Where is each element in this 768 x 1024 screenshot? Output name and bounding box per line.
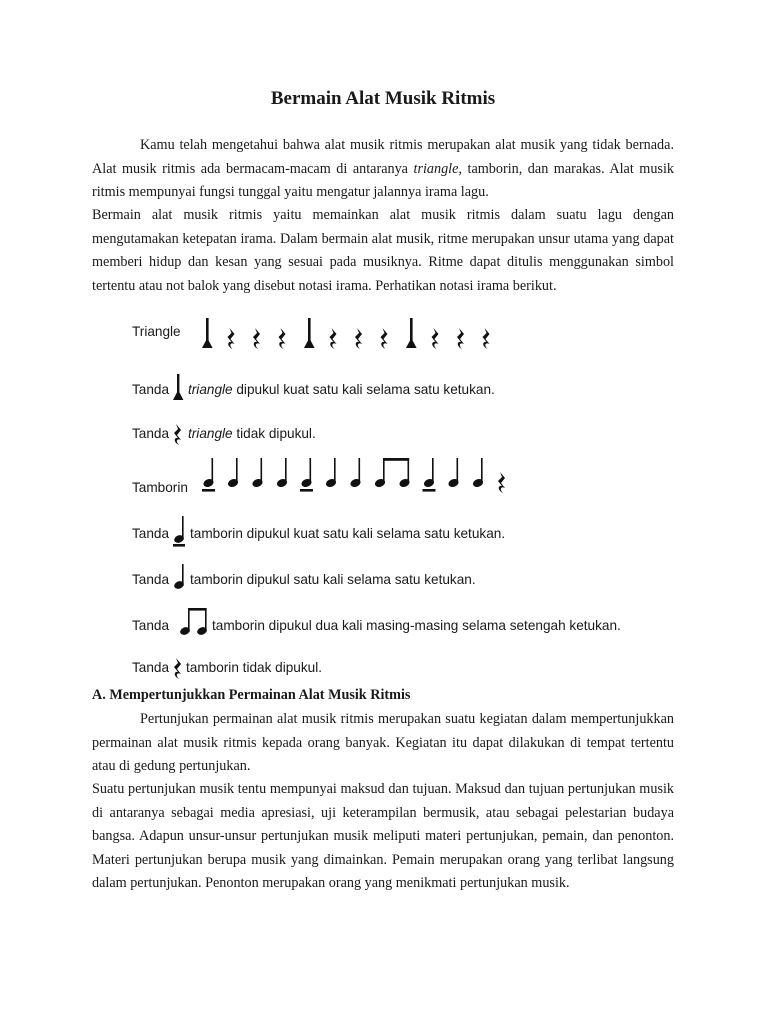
tamborin-quarter-text: tamborin dipukul satu kali selama satu ketukan.	[190, 572, 476, 587]
tamborin-accent-note	[300, 458, 313, 492]
triangle-hit-note	[406, 318, 417, 348]
tamborin-eighth-pair	[374, 458, 411, 488]
triangle-rest-desc: tidak dipukul.	[236, 426, 316, 441]
tamborin-accent-legend	[132, 518, 672, 550]
triangle-hit-desc: dipukul kuat satu kali selama satu ketukan.	[236, 382, 495, 397]
triangle-rest-italic: triangle	[188, 426, 233, 441]
triangle-hit-legend	[132, 374, 672, 406]
triangle-hit-text	[188, 374, 495, 406]
triangle-hit-note	[202, 318, 213, 348]
triangle-hit-italic: triangle	[188, 382, 233, 397]
triangle-rest-note	[253, 328, 260, 349]
triangle-notation-row	[132, 316, 672, 348]
intro-paragraph-2: Bermain alat musik ritmis yaitu memainkan alat musik ritmis dalam suatu lagu dengan mengutamakan ketepatan irama. Dalam bermain alat musik, ritme merupakan unsur utama yang dapat memberi hidup dan kesan yang sesuai pada musiknya. Ritme dapat ditulis menggunakan simbol tertentu atau not balok yang disebut notasi irama. Perhatikan notasi irama berikut.	[92, 207, 674, 294]
tamborin-quarter-note	[251, 458, 263, 488]
intro-p1-before: Kamu telah mengetahui bahwa alat musik ritmis merupakan alat musik yang tidak bernada. Alat musik ritmis ada bermacam-macam di antaranya	[92, 137, 674, 177]
triangle-rest-legend	[132, 418, 672, 450]
tamborin-notation-staff	[202, 454, 542, 498]
tamborin-quarter-note	[325, 458, 337, 488]
triangle-rest-text	[188, 418, 316, 450]
tamborin-notation-row	[132, 458, 672, 495]
triangle-rest-prefix: Tanda	[132, 426, 170, 441]
tamborin-label: Tamborin	[132, 480, 188, 495]
triangle-hit-prefix: Tanda	[132, 382, 170, 397]
tamborin-accent-text: tamborin dipukul kuat satu kali selama satu ketukan.	[190, 526, 506, 541]
tamborin-rest-note	[498, 472, 505, 493]
tamborin-accent-symbol	[172, 512, 188, 548]
section-a-paragraph-2: Suatu pertunjukan musik tentu mempunyai maksud dan tujuan. Maksud dan tujuan pertunjukan musik di antaranya sebagai media apresiasi, uji keterampilan bermusik, atau sebagai pelestarian budaya bangsa. Adapun unsur-unsur pertunjukan musik meliputi materi pertunjukan, pemain, dan penonton. Materi pertunjukan berupa musik yang dimainkan. Pemain merupakan orang yang terlibat langsung dalam pertunjukan. Penonton merupakan orang yang menikmati pertunjukan musik.	[92, 781, 674, 892]
intro-paragraph-1	[92, 134, 674, 205]
intro-p1-after: , tamborin, dan marakas. Alat musik ritmis mempunyai fungsi tunggal yaitu mengatur jalannya irama lagu.	[92, 160, 674, 201]
triangle-rest-note	[381, 328, 388, 349]
triangle-rest-note	[330, 328, 337, 349]
tamborin-rest-text: tamborin tidak dipukul.	[186, 660, 323, 675]
triangle-rest-note	[279, 328, 286, 349]
tamborin-quarter-note	[447, 458, 459, 488]
tamborin-quarter-note	[227, 458, 239, 488]
tamborin-eighth-text: tamborin dipukul dua kali masing-masing selama setengah ketukan.	[212, 618, 621, 633]
tamborin-rest-prefix: Tanda	[132, 660, 170, 675]
triangle-rest-note	[457, 328, 464, 349]
triangle-rest-note	[483, 328, 490, 349]
tamborin-accent-prefix: Tanda	[132, 526, 170, 541]
tamborin-rest-symbol	[172, 652, 186, 684]
tamborin-eighth-prefix: Tanda	[132, 618, 170, 633]
tamborin-quarter-prefix: Tanda	[132, 572, 170, 587]
triangle-rest-note	[355, 328, 362, 349]
page-title: Bermain Alat Musik Ritmis	[270, 88, 496, 109]
tamborin-quarter-note	[276, 458, 288, 488]
tamborin-rest-legend	[132, 652, 672, 684]
triangle-rest-symbol	[172, 418, 186, 450]
tamborin-eighth-legend	[132, 610, 672, 642]
triangle-label: Triangle	[132, 324, 181, 339]
section-a-paragraph-1: Pertunjukan permainan alat musik ritmis merupakan suatu kegiatan dalam mempertunjukkan permainan alat musik ritmis kepada orang banyak. Kegiatan itu dapat dilakukan di tempat tertentu atau di gedung pertunjukan.	[92, 711, 674, 775]
intro-p1-italic: triangle	[413, 160, 459, 177]
tamborin-quarter-note	[349, 458, 361, 488]
tamborin-accent-note	[423, 458, 436, 492]
tamborin-quarter-note	[472, 458, 484, 488]
triangle-rest-note	[432, 328, 439, 349]
triangle-notation-staff	[202, 314, 582, 354]
tamborin-quarter-symbol	[172, 560, 188, 594]
section-a-heading: A. Mempertunjukkan Permainan Alat Musik Ritmis	[92, 687, 411, 703]
triangle-rest-note	[228, 328, 235, 349]
triangle-hit-note	[304, 318, 315, 348]
tamborin-accent-note	[202, 458, 215, 492]
tamborin-eighth-symbol	[178, 604, 212, 640]
tamborin-quarter-legend	[132, 564, 672, 596]
triangle-hit-symbol	[172, 370, 186, 406]
